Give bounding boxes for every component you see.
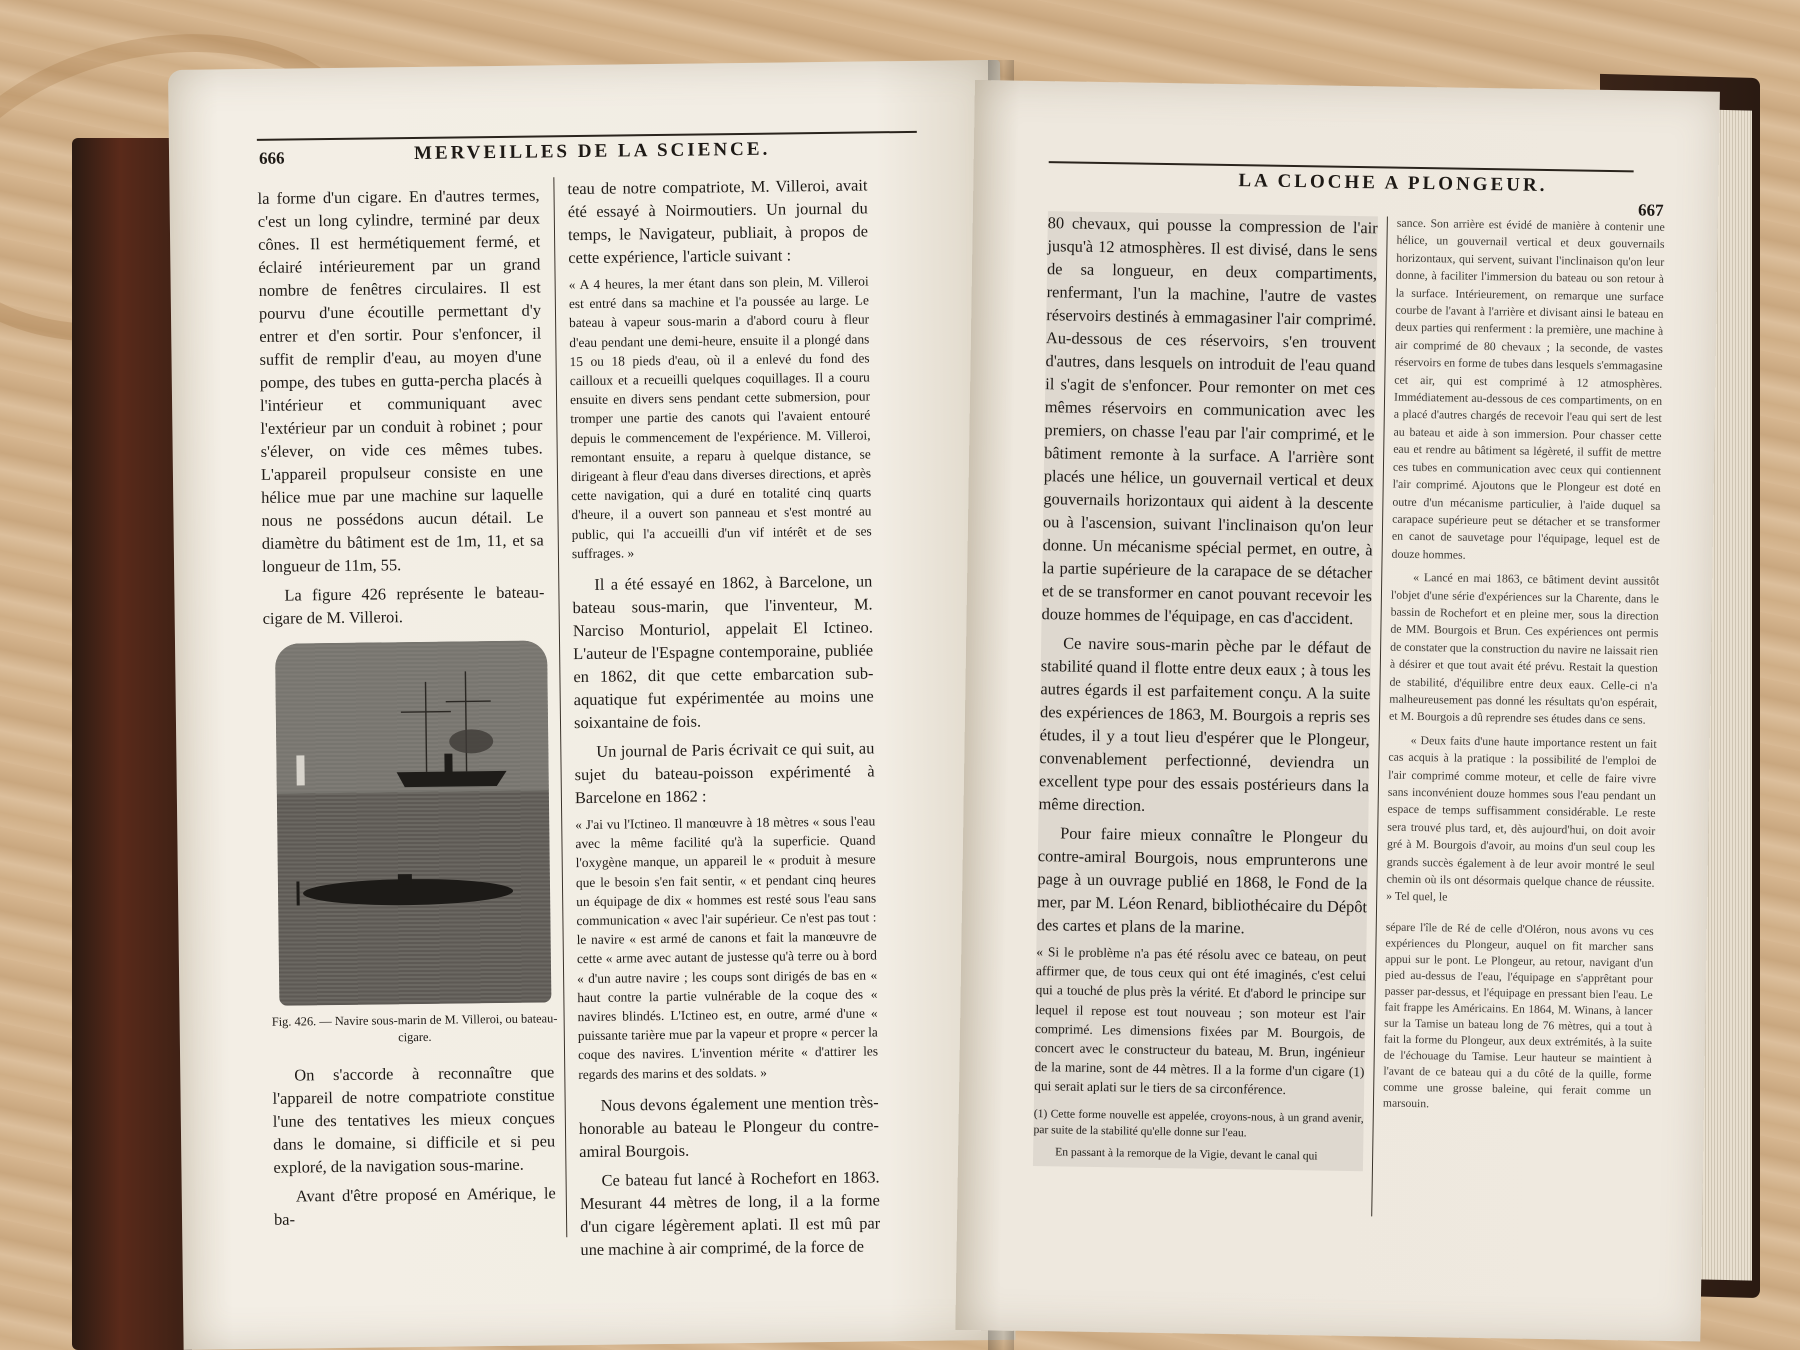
left-col1-para-2: La figure 426 représente le bateau-cigare de M. Villeroi. [262,582,545,628]
left-column-divider [553,177,567,1237]
right-col2-para-3: « Deux faits d'une haute importance restent un fait cas acquis à la pratique : la possibilité de l'emploi de l'air comprimé comme moteur, et celle de faire vivre sans inconvénient douze hommes sous l'eau pendant un espace de temps suffisamment considérable. Le reste sera trouvé plus tard, et, dès aujourd'hui, on doit avoir gré à M. Bourgois d'avoir, au moins d'un seul coup les grands succès également à de leur avoir montré le seul chemin où ils ont désormais quelque chance de réussite. » Tel quel, le [1386,732,1657,904]
right-head-rule [1049,161,1634,172]
right-page [955,80,1720,1342]
right-running-head: LA CLOCHE A PLONGEUR. [1238,170,1548,197]
left-col2-quote-1: « A 4 heures, la mer étant dans son plein, M. Villeroi est entré dans sa machine et l'a poussée au large. Le bateau à vapeur sous-marin a d'abord couru à fleur d'eau pendant une demi-heure, ensuite il a plongé dans 15 ou 18 pieds d'eau, où il a enlevé du fond des cailloux et a recueilli quelques coquillages. Il a couru ensuite en divers sens pendant cette submersion, pour tromper une partie des canots qui l'avaient entouré depuis le commencement de l'expérience. M. Villeroi, remontant ensuite, a reparu à quelque distance, se dirigeant à fleur d'eau dans diverses directions, et après cette navigation, qui a duré en totalité cinq quarts d'heure, il a ouvert son panneau et s'est montré au public, qui l'a accueilli d'un vif intérêt et de ses suffrages. » [568,273,872,561]
left-col2-para-4: Nous devons également une mention très-honorable au bateau le Plongeur du contre-amiral Bourgois. [578,1092,880,1161]
right-col1-quote: « Si le problème n'a pas été résolu avec ce bateau, on peut affirmer que, de tous ceux qui ont été imaginés, c'est celui qui a touché de plus près la vérité. Et d'abord le principe sur lequel il repose est tout nouveau ; son moteur est l'air comprimé. Les dimensions fixées par M. Bourgois, de concert avec le constructeur du bateau, M. Brun, ingénieur de la marine, sont de 44 mètres. Il a la forme d'un cigare (1) qui serait aplati sur le tiers de sa circonférence. [1034,944,1367,1098]
left-col1-para-3: On s'accorde à reconnaître que l'appareil de notre compatriote constitue l'une des tentatives les mieux conçues dans le domaine, si difficile et si peu exploré, de la navigation sous-marine. [272,1062,556,1177]
left-column-1-bottom [272,1060,556,1236]
submarine-engraving [275,640,551,1005]
engraving-illustration [275,640,551,1005]
left-page [168,60,1016,1350]
left-column-1 [257,183,544,635]
left-col1-para-4: Avant d'être proposé en Amérique, le ba- [273,1183,556,1229]
right-col1-para-3: Pour faire mieux connaître le Plongeur du contre-amiral Bourgois, nous emprunterons une page à un ouvrage publié en 1868, le Fond de la mer, par M. Léon Renard, bibliothécaire du Dépôt des cartes et plans de la marine. [1036,823,1369,938]
left-column-2 [567,173,880,1266]
left-head-rule [257,131,917,141]
right-page-number: 667 [1637,200,1664,220]
left-col1-para-1: la forme d'un cigare. En d'autres termes, c'est un long cylindre, terminé par deux cônes. Il est hermétiquement fermé, et éclairé intérieurement par un grand nombre de fenêtres circulaires. Il est pourvu d'une écoutille permettant d'y entrer et d'en sortir. Pour s'enfoncer, il suffit de remplir d'eau, au moyen d'une pompe, des tubes en gutta-percha placés à l'intérieur et communiquant avec l'extérieur par un conduit à robinet ; pour s'élever, on vide ces mêmes tubes. L'appareil propulseur consiste en une hélice mue par une machine sur laquelle nous ne possédons aucun détail. Le diamètre du bâtiment est de 1m, 11, et sa longueur de 11m, 55. [257,185,544,576]
left-page-number: 666 [258,148,285,168]
figure-caption: Fig. 426. — Navire sous-marin de M. Villeroi, ou bateau-cigare. [271,1011,558,1045]
left-col2-para-3: Un journal de Paris écrivait ce qui suit, au sujet du bateau-poisson expérimenté à Barcelone en 1862 : [574,738,875,808]
right-col1-para-2: Ce navire sous-marin pèche par le défaut de stabilité quand il flotte entre deux eaux ; à tous les autres égards il est parfaitement conçu. A la suite des expériences de 1863, M. Bourgois a repris ses études, il y a tout lieu d'espérer que le Plongeur, convenablement perfectionné, deviendra un excellent type pour des essais postérieurs dans la même direction. [1038,633,1372,815]
left-running-head: MERVEILLES DE LA SCIENCE. [413,138,771,164]
right-col1-footnote: (1) Cette forme nouvelle est appelée, croyons-nous, à un grand avenir, par suite de la stabilité qu'elle donne sur l'eau. [1033,1106,1364,1140]
left-col2-quote-2: « J'ai vu l'Ictineo. Il manœuvre à 18 mètres « sous l'eau avec la même facilité qu'à la superficie. Quand l'oxygène manque, un appareil le « produit à mesure que le besoin s'en fait sentir, « et pendant cinq heures un équipage de dix « hommes est resté sous l'eau sans communication « avec l'air supérieur. Ce n'est pas tout : le navire « est armé de canons et fait la manœuvre de cette « arme avec autant de justesse qu'à terre ou à bord « d'un autre navire ; les coups sont dirigés de bas en « haut contre la partie vulnérable de la coque des « navires blindés. L'Ictineo est, en outre, armé d'une « puissante tarière mue par la vapeur et propre « percer la coque des navires. L'invention mérite « d'attirer les regards des marins et des soldats. » [575,813,879,1082]
right-col2-bottom: sépare l'île de Ré de celle d'Oléron, nous avons vu ces expériences du Plongeur, auquel on fit marcher sans appui sur le pont. Le Plongeur, au retour, navigant d'un pied au-dessus de l'eau, l'équipage en s'apprêtant pour passer par-dessus, et l'équipage en pressant bien l'eau. Le fait frappe les Américains. En 1864, M. Winans, à lancer sur la Tamise un bateau long de 76 mètres, qui a tout à fait la forme du Plongeur, aux deux extrémités, à la suite de l'échouage du Tamise. Leur hauteur se maintient à l'avant de ce bateau qui a du côté de la quille, forme comme une grosse baleine, qui ferait comme un marsouin. [1382,920,1654,1111]
right-column-1 [1033,211,1378,1171]
right-col1-footnote-tail: En passant à la remorque de la Vigie, devant le canal qui [1055,1145,1318,1163]
left-col2-para-2: Il a été essayé en 1862, à Barcelone, un bateau sous-marin, que l'inventeur, M. Narciso Monturiol, appelait El Ictineo. L'auteur de l'Espagne contemporaine, publiée en 1862, dit que cette embarcation sub-aquatique fut expérimentée au moins une soixantaine de fois. [572,571,874,733]
right-col2-para-2: « Lancé en mai 1863, ce bâtiment devint aussitôt l'objet d'une série d'expériences sur la Charente, dans le bassin de Rochefort et en pleine mer, sous la direction de MM. Bourgois et Brun. Ces expériences ont permis de constater que la construction du navire ne laissait rien à désirer et que tout avait été prévu. Restait la question de stabilité, d'équilibre entre deux eaux. Celle-ci n'a malheureusement pas donné les résultats qu'on espérait, et M. Bourgois a dû reprendre ses études dans ce sens. [1388,570,1660,727]
left-col2-intro: teau de notre compatriote, M. Villeroi, avait été essayé à Noirmoutiers. Un journal du temps, le Navigateur, publiait, à propos de cette expérience, l'article suivant : [567,175,869,268]
right-column-2 [1383,215,1665,1122]
left-col2-para-5: Ce bateau fut lancé à Rochefort en 1863. Mesurant 44 mètres de long, il a la forme d'un cigare légèrement aplati. Il est mû par une machine à air comprimé, de la force de [579,1167,881,1259]
right-col1-para-1: 80 chevaux, qui pousse la compression de l'air jusqu'à 12 atmosphères. Il est divisé, dans le sens de sa longueur, en deux compartiments, renfermant, l'un la machine, l'autre de vastes réservoirs destinés à emmagasiner l'air comprimé. Au-dessous de ces réservoirs, s'en trouvent d'autres, dans lesquels on introduit de l'eau quand il s'agit de s'enfoncer. Pour remonter on met ces mêmes réservoirs en communication avec les premiers, on chasse l'eau par l'air comprimé, et le bâtiment remonte à la surface. A l'arrière sont placés une hélice, un gouvernail vertical et deux gouvernails horizontaux qui aident à la descente ou à l'ascension, suivant l'inclinaison qu'on leur donne. Un mécanisme spécial permet, en outre, à la partie supérieure de la carapace de se détacher et de se transformer en canot pouvant recevoir les douze hommes de l'équipage, en cas d'accident. [1041,213,1378,629]
right-col2-para-1: sance. Son arrière est évidé de manière à contenir une hélice, un gouvernail vertical et deux gouvernails horizontaux, qui servent, suivant l'inclinaison qu'on leur donne, à faciliter l'immersion du bateau ou son retour à la surface. Intérieurement, on remarque une surface courbe de l'avant à l'arrière et divisant ainsi le bateau en deux parties qui renferment : la première, une machine à air comprimé de 80 chevaux ; la seconde, de vastes réservoirs en forme de tubes dans lesquels s'emmagasine cet air, qui est comprimé à 12 atmosphères. Immédiatement au-dessous de ces compartiments, on en a placé d'autres chargés de recevoir l'eau qui sert de lest au bateau et aide à son immersion. Pour chasser cette eau et rendre au bâtiment sa légèreté, il suffit de mettre ces tubes en communication avec ceux qui contiennent l'air comprimé. Ajoutons que le Plongeur est doté en outre d'un mécanisme particulier, à l'aide duquel sa carapace supérieure peut se détacher et se transformer en canot de sauvetage pour l'équipage, lequel est de douze hommes. [1391,215,1665,562]
